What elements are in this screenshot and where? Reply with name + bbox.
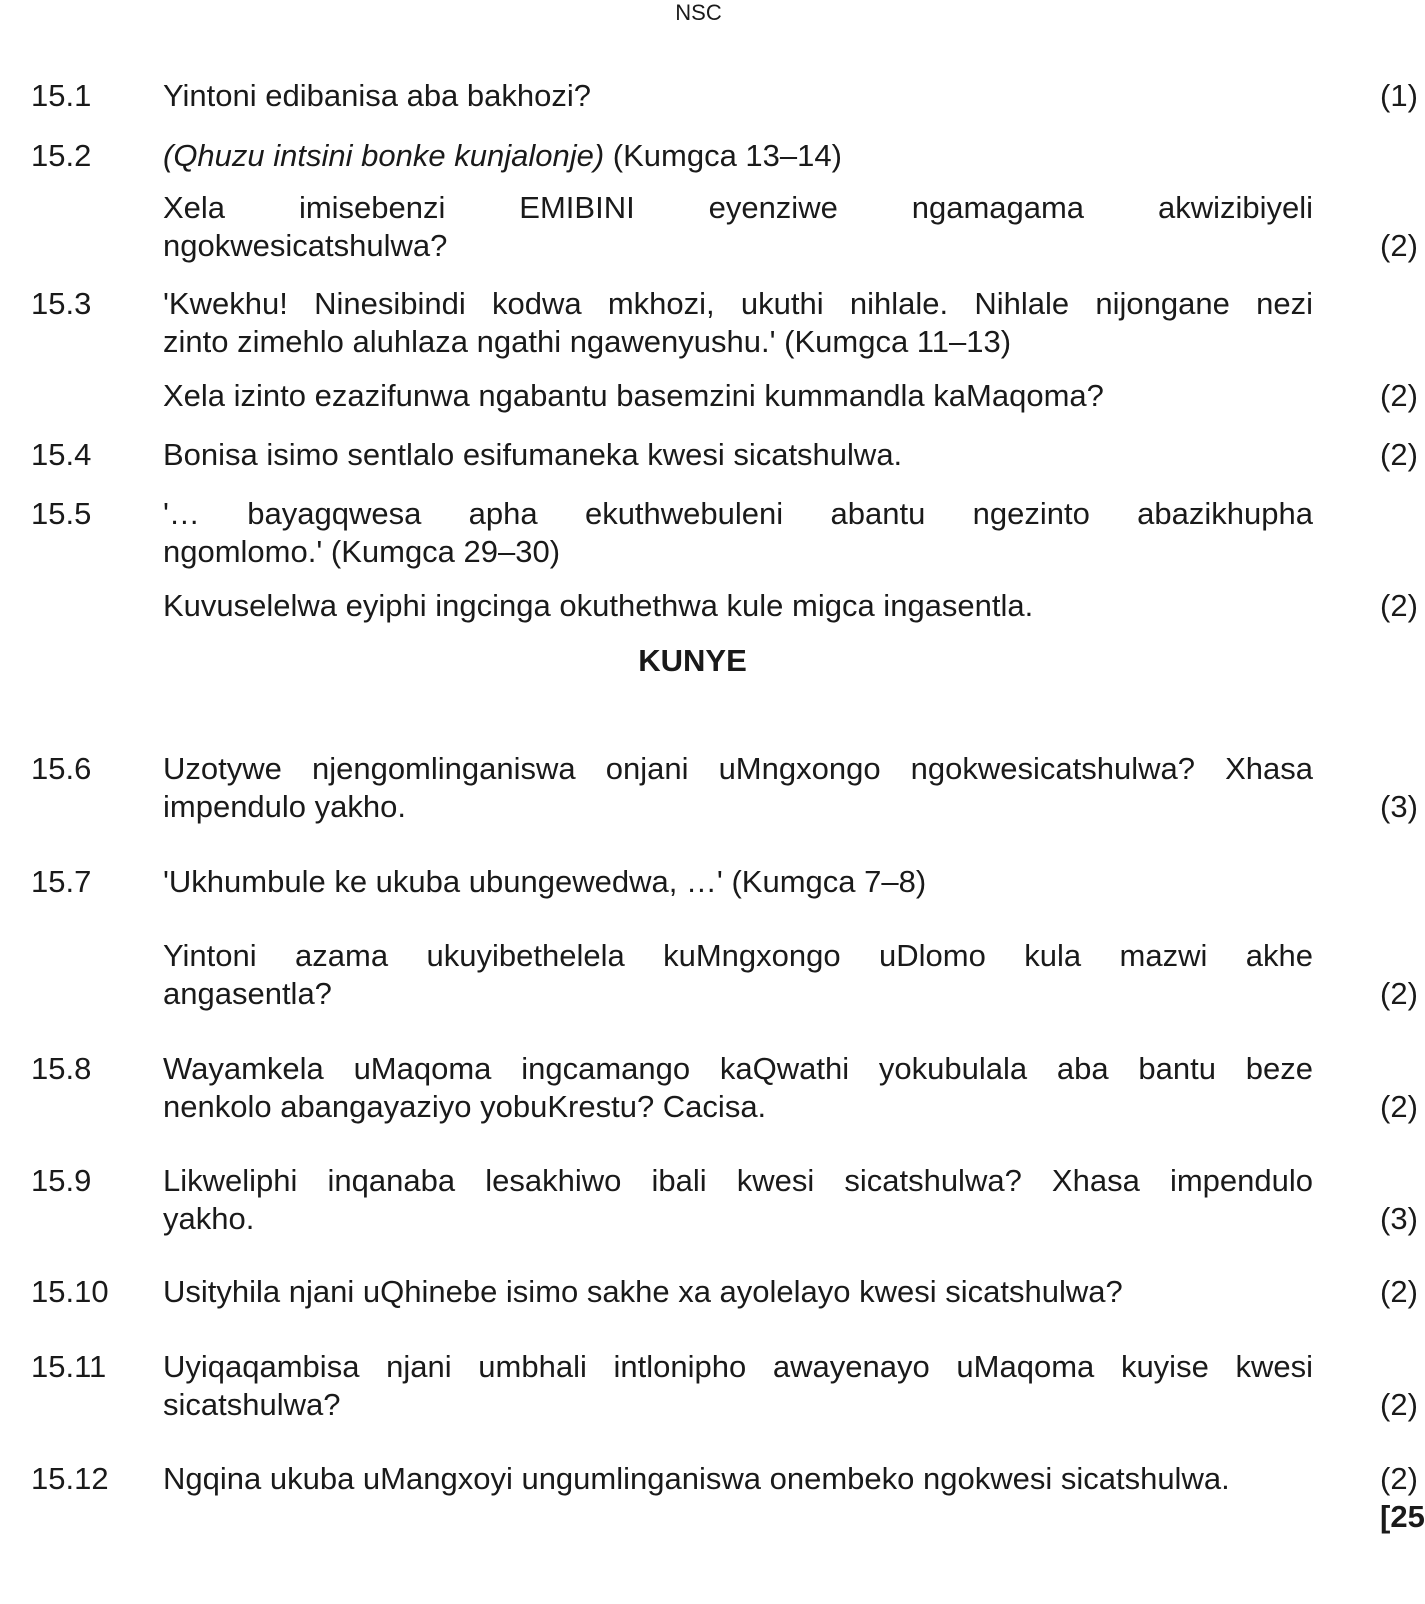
question-number: 15.7 (31, 864, 92, 899)
question-text: Wayamkela uMaqoma ingcamango kaQwathi yokubulala aba bantu beze (163, 1051, 1313, 1086)
mark-allocation: (2) (1380, 1274, 1418, 1309)
question-number: 15.4 (31, 437, 92, 472)
mark-allocation: (1) (1380, 78, 1418, 113)
question-number: 15.1 (31, 78, 92, 113)
question-number: 15.2 (31, 138, 92, 173)
question-text: Xela izinto ezazifunwa ngabantu basemzini kummandla kaMaqoma? (163, 378, 1104, 413)
mark-allocation: (2) (1380, 1089, 1418, 1124)
question-text: Yintoni azama ukuyibethelela kuMngxongo uDlomo kula mazwi akhe (163, 938, 1313, 973)
question-quote-continued: ngomlomo.' (Kumgca 29–30) (163, 534, 561, 569)
question-quote: 'Kwekhu! Ninesibindi kodwa mkhozi, ukuthi nihlale. Nihlale nijongane nezi (163, 286, 1313, 321)
question-text-continued: angasentla? (163, 976, 332, 1011)
mark-allocation: (2) (1380, 437, 1418, 472)
question-text: Uzotywe njengomlinganiswa onjani uMngxongo ngokwesicatshulwa? Xhasa (163, 751, 1313, 786)
question-number: 15.8 (31, 1051, 92, 1086)
question-text-continued: ngokwesicatshulwa? (163, 228, 448, 263)
section-heading: KUNYE (638, 643, 747, 678)
instruction-reference: (Kumgca 13–14) (604, 138, 842, 173)
question-number: 15.6 (31, 751, 92, 786)
instruction-italic: (Qhuzu intsini bonke kunjalonje) (163, 138, 605, 173)
question-text: Kuvuselelwa eyiphi ingcinga okuthethwa kule migca ingasentla. (163, 588, 1034, 623)
mark-allocation: (3) (1380, 789, 1418, 824)
question-number: 15.12 (31, 1461, 109, 1496)
question-text: Bonisa isimo sentlalo esifumaneka kwesi sicatshulwa. (163, 437, 903, 472)
question-text: Ngqina ukuba uMangxoyi ungumlinganiswa onembeko ngokwesi sicatshulwa. (163, 1461, 1230, 1496)
question-text-continued: sicatshulwa? (163, 1387, 341, 1422)
mark-allocation: (2) (1380, 378, 1418, 413)
question-text-continued: impendulo yakho. (163, 789, 406, 824)
question-instruction (163, 138, 842, 174)
mark-allocation: (2) (1380, 1461, 1418, 1496)
question-text: Uyiqaqambisa njani umbhali intlonipho awayenayo uMaqoma kuyise kwesi (163, 1349, 1313, 1384)
question-text: Likweliphi inqanaba lesakhiwo ibali kwesi sicatshulwa? Xhasa impendulo (163, 1163, 1313, 1198)
question-quote: 'Ukhumbule ke ukuba ubungewedwa, …' (Kumgca 7–8) (163, 864, 927, 899)
question-number: 15.11 (31, 1349, 107, 1384)
question-quote-continued: zinto zimehlo aluhlaza ngathi ngawenyushu.' (Kumgca 11–13) (163, 324, 1012, 359)
question-text-continued: yakho. (163, 1201, 255, 1236)
question-number: 15.9 (31, 1163, 92, 1198)
mark-allocation: (2) (1380, 588, 1418, 623)
question-quote: '… bayagqwesa apha ekuthwebuleni abantu ngezinto abazikhupha (163, 496, 1313, 531)
question-text: Xela imisebenzi EMIBINI eyenziwe ngamagama akwizibiyeli (163, 190, 1313, 225)
question-text-continued: nenkolo abangayaziyo yobuKrestu? Cacisa. (163, 1089, 767, 1124)
mark-allocation: (2) (1380, 1387, 1418, 1422)
question-number: 15.10 (31, 1274, 109, 1309)
question-number: 15.5 (31, 496, 92, 531)
question-number: 15.3 (31, 286, 92, 321)
page-header: NSC (675, 0, 722, 25)
mark-allocation: (2) (1380, 228, 1418, 263)
question-text: Yintoni edibanisa aba bakhozi? (163, 78, 592, 113)
total-marks: [25 (1380, 1499, 1425, 1534)
mark-allocation: (2) (1380, 976, 1418, 1011)
question-text: Usityhila njani uQhinebe isimo sakhe xa ayolelayo kwesi sicatshulwa? (163, 1274, 1123, 1309)
mark-allocation: (3) (1380, 1201, 1418, 1236)
